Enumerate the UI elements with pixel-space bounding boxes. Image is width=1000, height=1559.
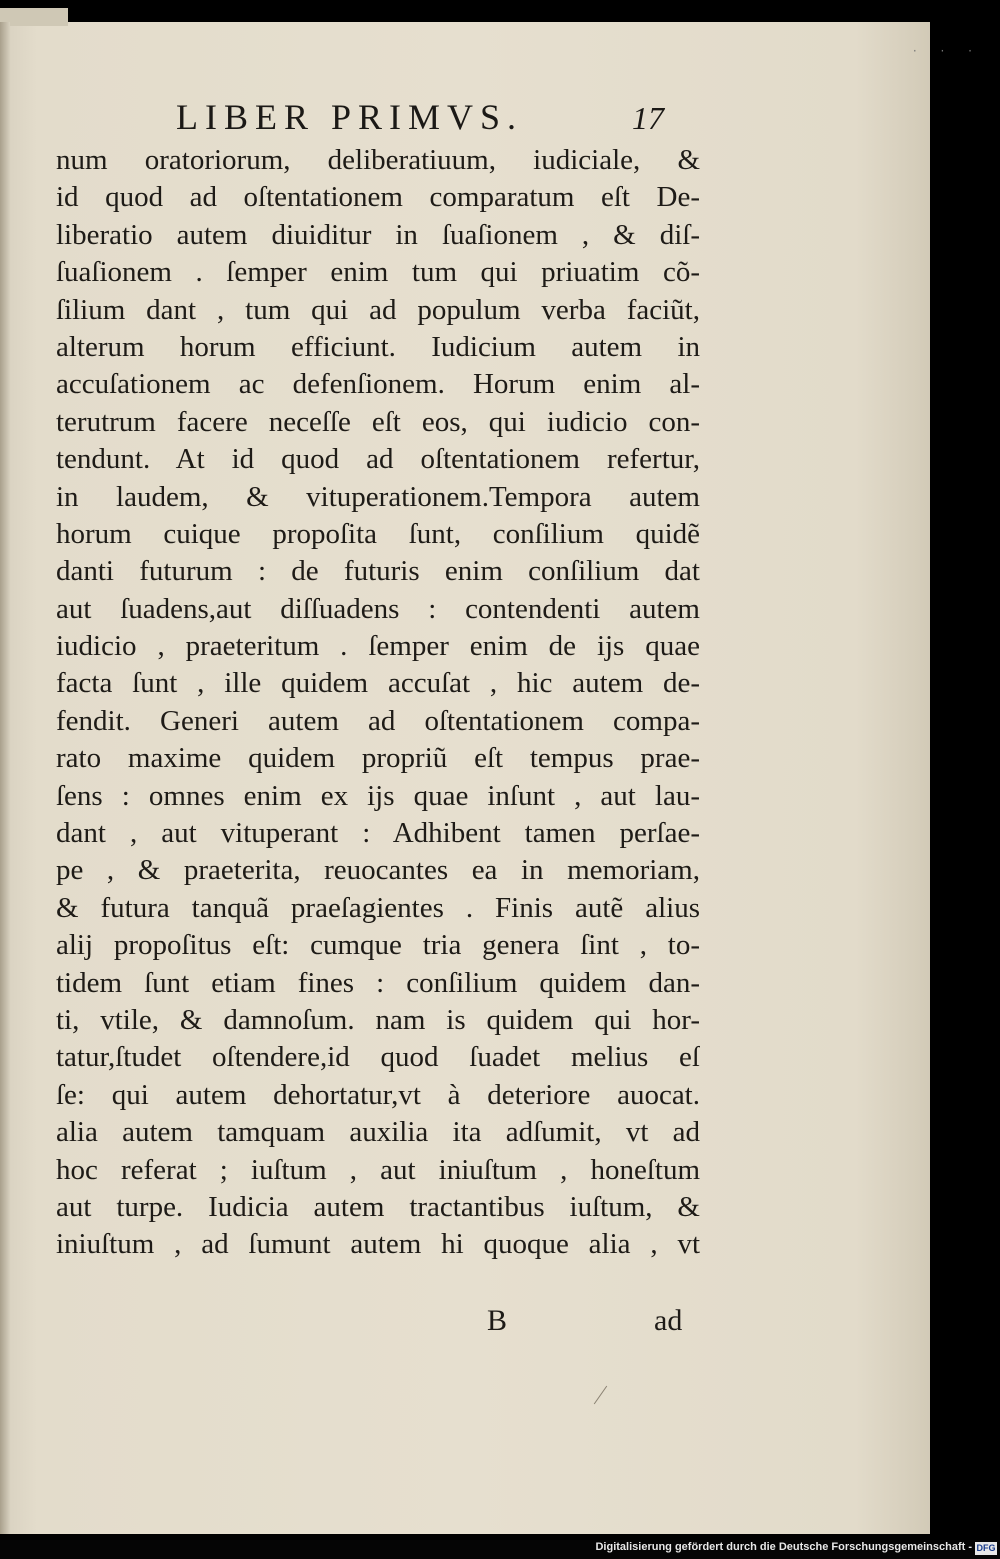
text-line: in laudem, & vituperationem.Tempora autem (56, 480, 700, 513)
text-line: & futura tanquã praeſagientes . Finis autẽ alius (56, 891, 700, 924)
text-line: tatur,ſtudet oſtendere,id quod ſuadet melius eſ (56, 1041, 700, 1074)
text-line: accuſationem ac defenſionem. Horum enim al- (56, 368, 700, 401)
text-line: ſe: qui autem dehortatur,vt à deteriore auocat. (56, 1078, 700, 1111)
text-line: alia autem tamquam auxilia ita adſumit, vt ad (56, 1116, 700, 1149)
text-line: ti, vtile, & damnoſum. nam is quidem qui hor- (56, 1003, 700, 1036)
text-line: danti futurum : de futuris enim conſilium dat (56, 555, 700, 588)
text-line: aut ſuadens,aut diſſuadens : contendenti autem (56, 592, 700, 625)
signature-mark: B (487, 1304, 508, 1337)
page-gutter-shadow (0, 22, 10, 1534)
text-line: num oratoriorum, deliberatiuum, iudiciale, & (56, 144, 700, 176)
text-line: alij propoſitus eſt: cumque tria genera ſint , to- (56, 929, 700, 962)
text-line: tendunt. At id quod ad oſtentationem refertur, (56, 443, 700, 476)
text-line: hoc referat ; iuſtum , aut iniuſtum , honeſtum (56, 1153, 700, 1186)
running-head: LIBER PRIMVS. (176, 97, 524, 137)
page-tab-edge (0, 8, 68, 26)
text-line: fendit. Generi autem ad oſtentationem compa- (56, 704, 700, 737)
text-line: alterum horum efficiunt. Iudicium autem in (56, 330, 700, 363)
text-line: dant , aut vituperant : Adhibent tamen perſae- (56, 817, 700, 850)
text-line: aut turpe. Iudicia autem tractantibus iuſtum, & (56, 1190, 700, 1223)
text-line: rato maxime quidem propriũ eſt tempus prae- (56, 742, 700, 775)
text-line: horum cuique propoſita ſunt, conſilium quidẽ (56, 517, 700, 550)
text-line: liberatio autem diuiditur in ſuaſionem , & diſ- (56, 218, 700, 251)
scan-corner-marks: · · · (912, 44, 982, 58)
text-line: terutrum facere neceſſe eſt eos, qui iudicio con- (56, 405, 700, 438)
text-line: iudicio , praeteritum . ſemper enim de ijs quae (56, 630, 700, 663)
dfg-logo: DFG (976, 1543, 996, 1553)
text-line: iniuſtum , ad ſumunt autem hi quoque alia , vt (56, 1228, 700, 1261)
text-line: id quod ad oſtentationem comparatum eſt De- (56, 181, 700, 214)
text-line: pe , & praeterita, reuocantes ea in memoriam, (56, 854, 700, 887)
text-line: ſuaſionem . ſemper enim tum qui priuatim cõ- (56, 256, 700, 289)
page-number: 17 (632, 100, 664, 136)
text-line: ſens : omnes enim ex ijs quae inſunt , aut lau- (56, 779, 700, 812)
funding-credit: Digitalisierung gefördert durch die Deutsche Forschungsgemeinschaft - (595, 1541, 972, 1553)
body-text (56, 142, 700, 1264)
text-line: tidem ſunt etiam fines : conſilium quidem dan- (56, 966, 700, 999)
text-line: facta ſunt , ille quidem accuſat , hic autem de- (56, 667, 700, 700)
catchword: ad (654, 1304, 683, 1337)
text-line: ſilium dant , tum qui ad populum verba faciũt, (56, 293, 700, 326)
